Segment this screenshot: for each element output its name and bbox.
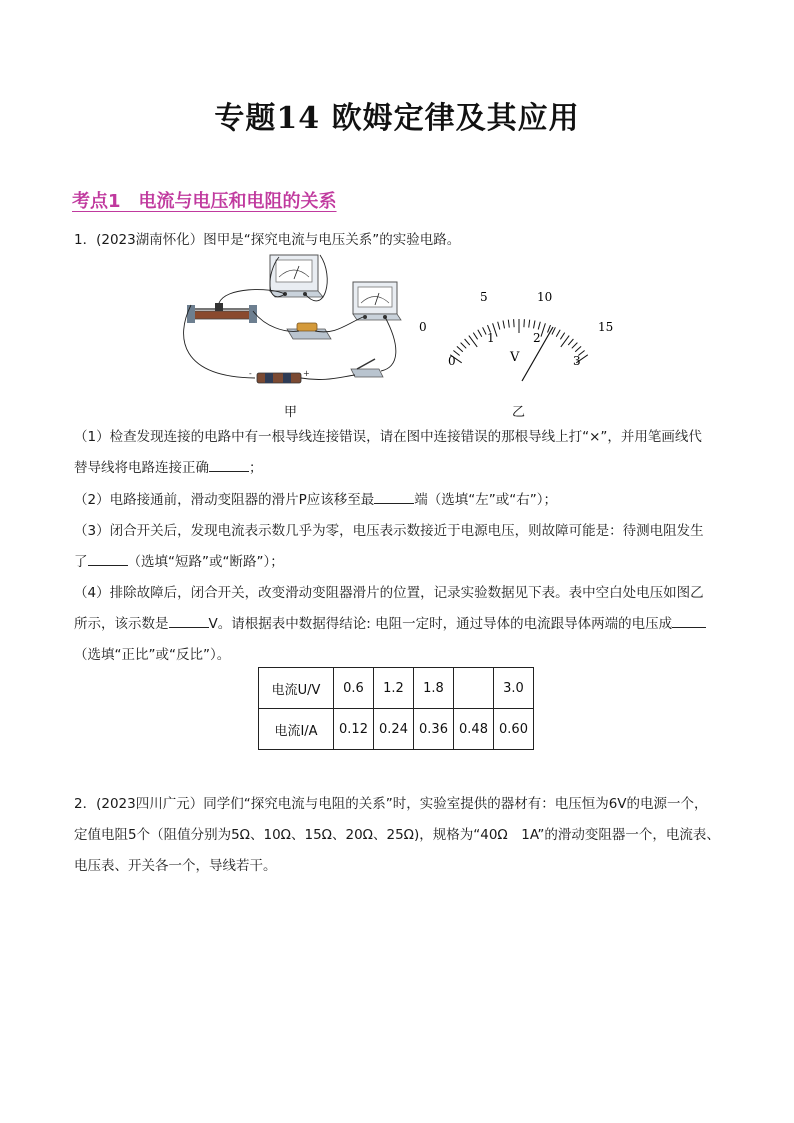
voltmeter-illustration <box>353 282 401 320</box>
dial-bottom-label-3: 3 <box>573 354 581 368</box>
dial-tick <box>534 321 536 329</box>
q1-part3-line2: 了 （选填“短路”或“断路”）； <box>74 550 284 570</box>
table-cell: 0.6 <box>334 668 374 709</box>
table-cell: 3.0 <box>494 668 534 709</box>
dial-tick <box>529 320 530 328</box>
table-row <box>259 668 534 709</box>
table-cell <box>454 668 494 709</box>
dial-tick <box>483 327 487 334</box>
svg-text:+: + <box>303 369 310 378</box>
page-title: 专题14 欧姆定律及其应用 <box>214 101 580 136</box>
table-cell: 1.8 <box>414 668 454 709</box>
dial-top-label-10: 10 <box>537 290 553 304</box>
section-heading: 考点1 电流与电压和电阻的关系 <box>72 191 337 212</box>
q1-part3-line1: （3）闭合开关后，发现电流表示数几乎为零，电压表示数接近于电源电压，则故障可能是：待测电阻发生 <box>74 523 704 539</box>
dial-top-label-0: 0 <box>419 320 427 334</box>
circuit-figure <box>175 247 405 397</box>
q1-part4-line3: （选填“正比”或“反比”）。 <box>74 647 231 663</box>
q1-part1-line1: （1）检查发现连接的电路中有一根导线连接错误，请在图中连接错误的那根导线上打“×”，并用笔画线代 <box>74 429 702 445</box>
question-2-line1: 2．(2023四川广元）同学们“探究电流与电阻的关系”时，实验室提供的器材有：电压恒为6V的电源一个， <box>74 796 708 812</box>
dial-bottom-label-2: 2 <box>533 331 541 345</box>
dial-bottom-label-0: 0 <box>448 354 456 368</box>
dial-tick <box>572 343 578 349</box>
q1-part4-line2: 所示，该示数是 V。请根据表中数据得结论: 电阻一定时，通过导体的电流跟导体两端的电压成 <box>74 612 706 632</box>
battery-illustration <box>249 369 310 383</box>
dial-tick <box>556 330 560 337</box>
table-row <box>259 709 534 750</box>
dial-tick <box>461 343 467 349</box>
answer-blank <box>169 613 209 628</box>
dial-tick <box>514 319 515 327</box>
dial-tick <box>560 333 564 340</box>
q1-part4-line1: （4）排除故障后，闭合开关，改变滑动变阻器滑片的位置，记录实验数据见下表。表中空白处电压如图乙 <box>74 585 704 601</box>
question-2-line2: 定值电阻5个（阻值分别为5Ω、10Ω、15Ω、20Ω、25Ω)，规格为“40Ω 1A”的滑动变阻器一个，电流表、 <box>74 827 720 843</box>
answer-blank <box>374 489 414 504</box>
question-1-stem: 1．(2023湖南怀化）图甲是“探究电流与电压关系”的实验电路。 <box>74 232 461 248</box>
answer-blank <box>209 457 249 472</box>
dial-tick <box>568 339 573 345</box>
ammeter-illustration <box>270 255 323 297</box>
dial-tick <box>498 322 500 330</box>
question-2-line3: 电压表、开关各一个，导线若干。 <box>74 858 277 874</box>
table-cell: 0.12 <box>334 709 374 750</box>
dial-tick <box>465 339 470 345</box>
q1-part2-line: （2）电路接通前，滑动变阻器的滑片P应该移至最 端（选填“左”或“右”）； <box>74 488 557 508</box>
table-row-header: 电流I/A <box>259 709 334 750</box>
rheostat-illustration <box>187 303 257 323</box>
table-cell: 0.24 <box>374 709 414 750</box>
q1-part1-line2: 替导线将电路连接正确 ； <box>74 456 263 476</box>
voltmeter-dial <box>414 285 624 385</box>
switch-illustration <box>351 359 383 377</box>
table-cell: 0.48 <box>454 709 494 750</box>
table-row-header: 电流U/V <box>259 668 334 709</box>
table-cell: 0.36 <box>414 709 454 750</box>
dial-unit-label: V <box>510 350 520 365</box>
dial-top-label-15: 15 <box>598 320 614 334</box>
answer-blank <box>672 613 706 628</box>
dial-tick <box>478 330 482 337</box>
dial-tick <box>457 346 463 351</box>
figure-label-jia: 甲 <box>284 405 298 420</box>
svg-text:-: - <box>249 369 252 378</box>
dial-tick <box>508 320 509 328</box>
dial-tick <box>541 323 545 336</box>
figure-label-yi: 乙 <box>512 405 526 420</box>
dial-tick <box>575 346 581 351</box>
dial-top-label-5: 5 <box>480 290 488 304</box>
dial-bottom-label-1: 1 <box>487 331 495 345</box>
dial-tick <box>473 333 477 340</box>
dial-tick <box>524 319 525 327</box>
answer-blank <box>88 551 128 566</box>
table-cell: 0.60 <box>494 709 534 750</box>
dial-tick <box>538 322 540 330</box>
table-cell: 1.2 <box>374 668 414 709</box>
dial-tick <box>503 321 505 329</box>
data-table <box>258 667 534 750</box>
